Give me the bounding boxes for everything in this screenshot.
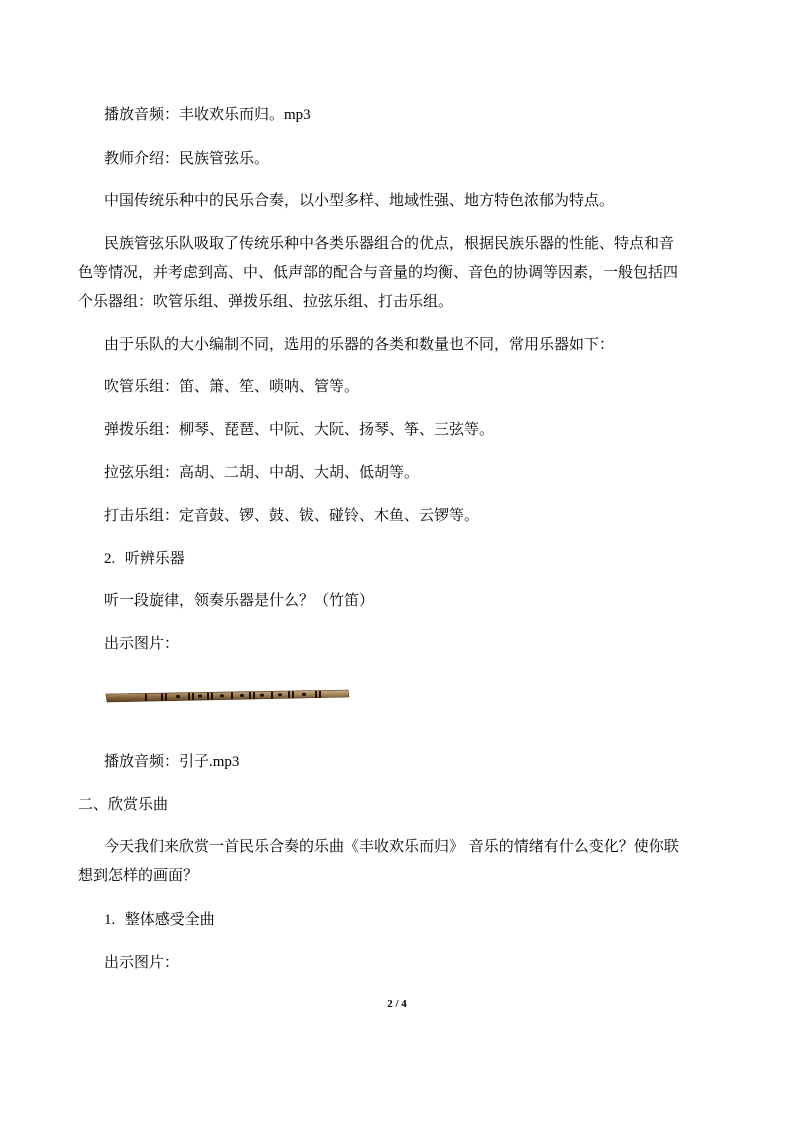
step-1-number: 1. (104, 912, 116, 928)
audio-line-2 (104, 754, 239, 770)
show-picture-1: 出示图片： (104, 634, 180, 652)
paragraph-instruments-intro: 由于乐队的大小编制不同，选用的乐器的各类和数量也不同，常用乐器如下： (104, 335, 615, 353)
step-1-title: 整体感受全曲 (124, 910, 215, 928)
step-2-title: 听辨乐器 (124, 549, 185, 567)
audio-line-1 (104, 107, 311, 123)
section-2-title: 二、欣赏乐曲 (78, 795, 169, 813)
percussion-group: 打击乐组：定音鼓、锣、鼓、钹、碰铃、木鱼、云锣等。 (104, 506, 480, 524)
paragraph-ensemble: 中国传统乐种中的民乐合奏，以小型多样、地域性强、地方特色浓郁为特点。 (104, 191, 615, 209)
step-2-number: 2. (104, 551, 116, 567)
audio-file-extension: mp3 (284, 107, 311, 123)
step-1-heading (104, 912, 215, 928)
paragraph-orchestra-line-1: 民族管弦乐队吸取了传统乐种中各类乐器组合的优点，根据民族乐器的性能、特点和音 (104, 234, 675, 252)
teacher-intro: 教师介绍：民族管弦乐。 (104, 149, 270, 167)
plucked-group: 弹拨乐组：柳琴、琵琶、中阮、大阮、扬琴、筝、三弦等。 (104, 420, 495, 438)
question-line: 听一段旋律，领奏乐器是什么？（竹笛） (104, 591, 375, 609)
step-2-heading (104, 551, 185, 567)
audio-label-2: 播放音频：引子 (104, 752, 210, 770)
bowed-group: 拉弦乐组：高胡、二胡、中胡、大胡、低胡等。 (104, 463, 420, 481)
wind-group: 吹管乐组：笛、箫、笙、唢呐、管等。 (104, 377, 360, 395)
paragraph-orchestra-line-3: 个乐器组：吹管乐组、弹拨乐组、拉弦乐组、打击乐组。 (78, 292, 454, 310)
audio-file-extension-2: .mp3 (209, 754, 240, 770)
show-picture-2: 出示图片： (104, 953, 180, 971)
paragraph-orchestra-line-2: 色等情况，并考虑到高、中、低声部的配合与音量的均衡、音色的协调等因素，一般包括四 (78, 263, 679, 281)
paragraph-appreciation-line-2: 想到怎样的画面？ (78, 866, 199, 884)
paragraph-appreciation-line-1: 今天我们来欣赏一首民乐合奏的乐曲《丰收欢乐而归》 音乐的情绪有什么变化？使你联 (104, 837, 679, 855)
audio-label: 播放音频：丰收欢乐而归。 (104, 105, 285, 123)
bamboo-flute-image (104, 685, 350, 707)
page-number: 2 / 4 (387, 998, 407, 1010)
